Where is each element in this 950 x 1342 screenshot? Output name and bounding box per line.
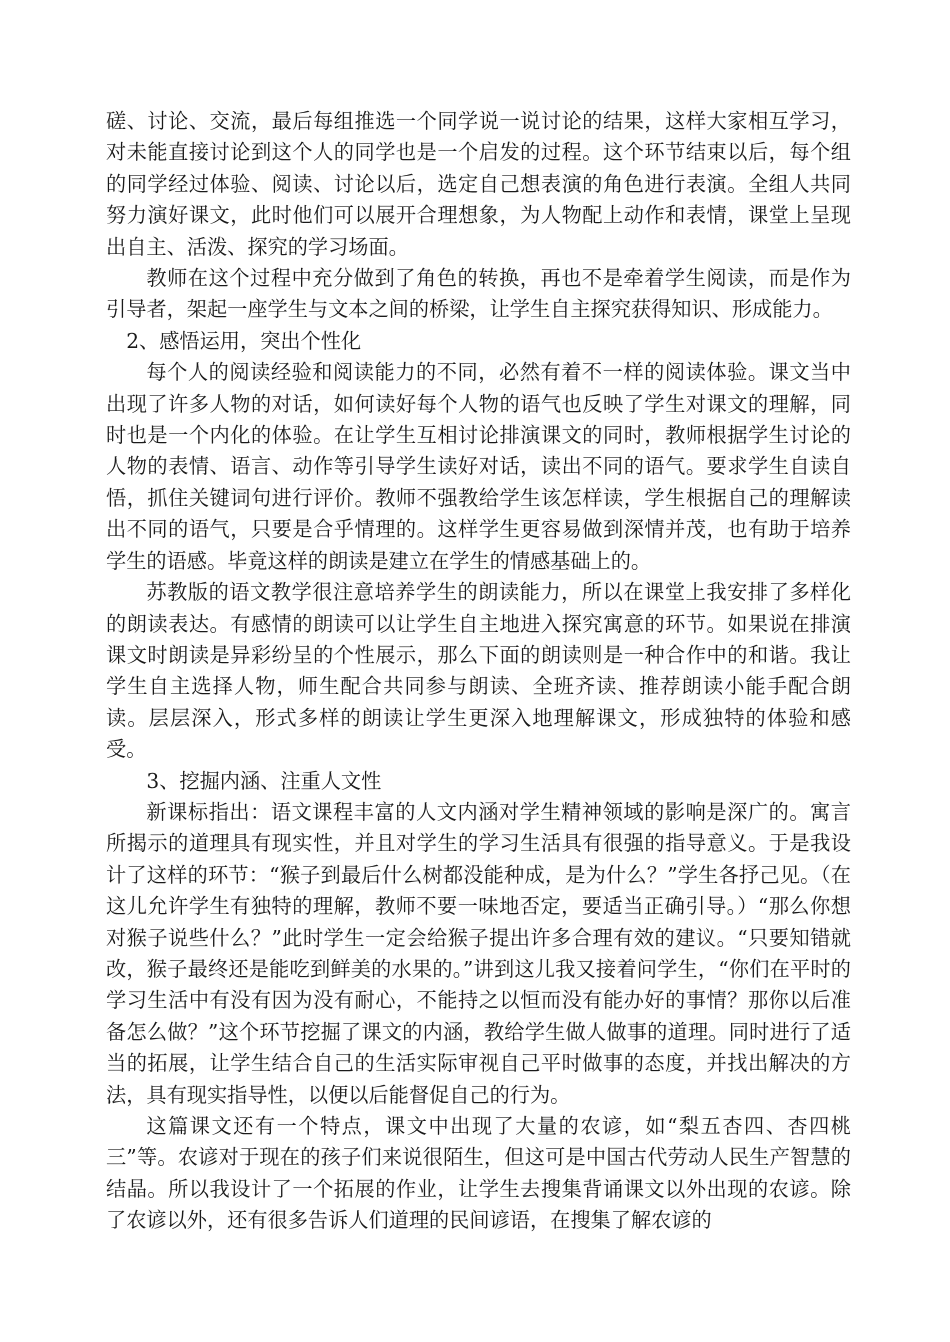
paragraph-continued: 磋、讨论、交流，最后每组推选一个同学说一说讨论的结果，这样大家相互学习，对未能直接讨论到这个人的同学也是一个启发的过程。这个环节结束以后，每个组的同学经过体验、阅读、讨论以后，选定自己想表演的角色进行表演。全组人共同努力演好课文，此时他们可以展开合理想象，为人物配上动作和表情，课堂上呈现出自主、活泼、探究的学习场面。 xyxy=(106,109,851,259)
paragraph: 教师在这个过程中充分做到了角色的转换，再也不是牵着学生阅读，而是作为引导者，架起一座学生与文本之间的桥梁，让学生自主探究获得知识、形成能力。 xyxy=(106,266,851,322)
paragraph: 每个人的阅读经验和阅读能力的不同，必然有着不一样的阅读体验。课文当中出现了许多人物的对话，如何读好每个人物的语气也反映了学生对课文的理解，同时也是一个内化的体验。在让学生互相讨论排演课文的同时，教师根据学生讨论的人物的表情、语言、动作等引导学生读好对话，读出不同的语气。要求学生自读自悟，抓住关键词句进行评价。教师不强教给学生该怎样读，学生根据自己的理解读出不同的语气，只要是合乎情理的。这样学生更容易做到深情并茂，也有助于培养学生的语感。毕竟这样的朗读是建立在学生的情感基础上的。 xyxy=(106,360,851,573)
section-heading: 3、挖掘内涵、注重人文性 xyxy=(146,768,382,793)
paragraph: 新课标指出：语文课程丰富的人文内涵对学生精神领域的影响是深广的。寓言所揭示的道理具有现实性，并且对学生的学习生活具有很强的指导意义。于是我设计了这样的环节：“猴子到最后什么树都没能种成，是为什么？”学生各抒己见。（在这儿允许学生有独特的理解，教师不要一味地否定，要适当正确引导。）“那么你想对猴子说些什么？”此时学生一定会给猴子提出许多合理有效的建议。“只要知错就改，猴子最终还是能吃到鲜美的水果的。”讲到这儿我又接着问学生，“你们在平时的学习生活中有没有因为没有耐心，不能持之以恒而没有能办好的事情？那你以后准备怎么做？”这个环节挖掘了课文的内涵，教给学生做人做事的道理。同时进行了适当的拓展，让学生结合自己的生活实际审视自己平时做事的态度，并找出解决的方法，具有现实指导性，以便以后能督促自己的行为。 xyxy=(106,799,851,1107)
paragraph: 苏教版的语文教学很注意培养学生的朗读能力，所以在课堂上我安排了多样化的朗读表达。有感情的朗读可以让学生自主地进入探究寓意的环节。如果说在排演课文时朗读是异彩纷呈的个性展示，那么下面的朗读则是一种合作中的和谐。我让学生自主选择人物，师生配合共同参与朗读、全班齐读、推荐朗读小能手配合朗读。层层深入，形式多样的朗读让学生更深入地理解课文，形成独特的体验和感受。 xyxy=(106,580,851,762)
document-page xyxy=(106,106,851,1237)
section-heading: 2、感悟运用，突出个性化 xyxy=(126,328,362,353)
paragraph: 这篇课文还有一个特点，课文中出现了大量的农谚，如“梨五杏四、杏四桃三”等。农谚对于现在的孩子们来说很陌生，但这可是中国古代劳动人民生产智慧的结晶。所以我设计了一个拓展的作业，让学生去搜集背诵课文以外出现的农谚。除了农谚以外，还有很多告诉人们道理的民间谚语，在搜集了解农谚的 xyxy=(106,1114,851,1233)
